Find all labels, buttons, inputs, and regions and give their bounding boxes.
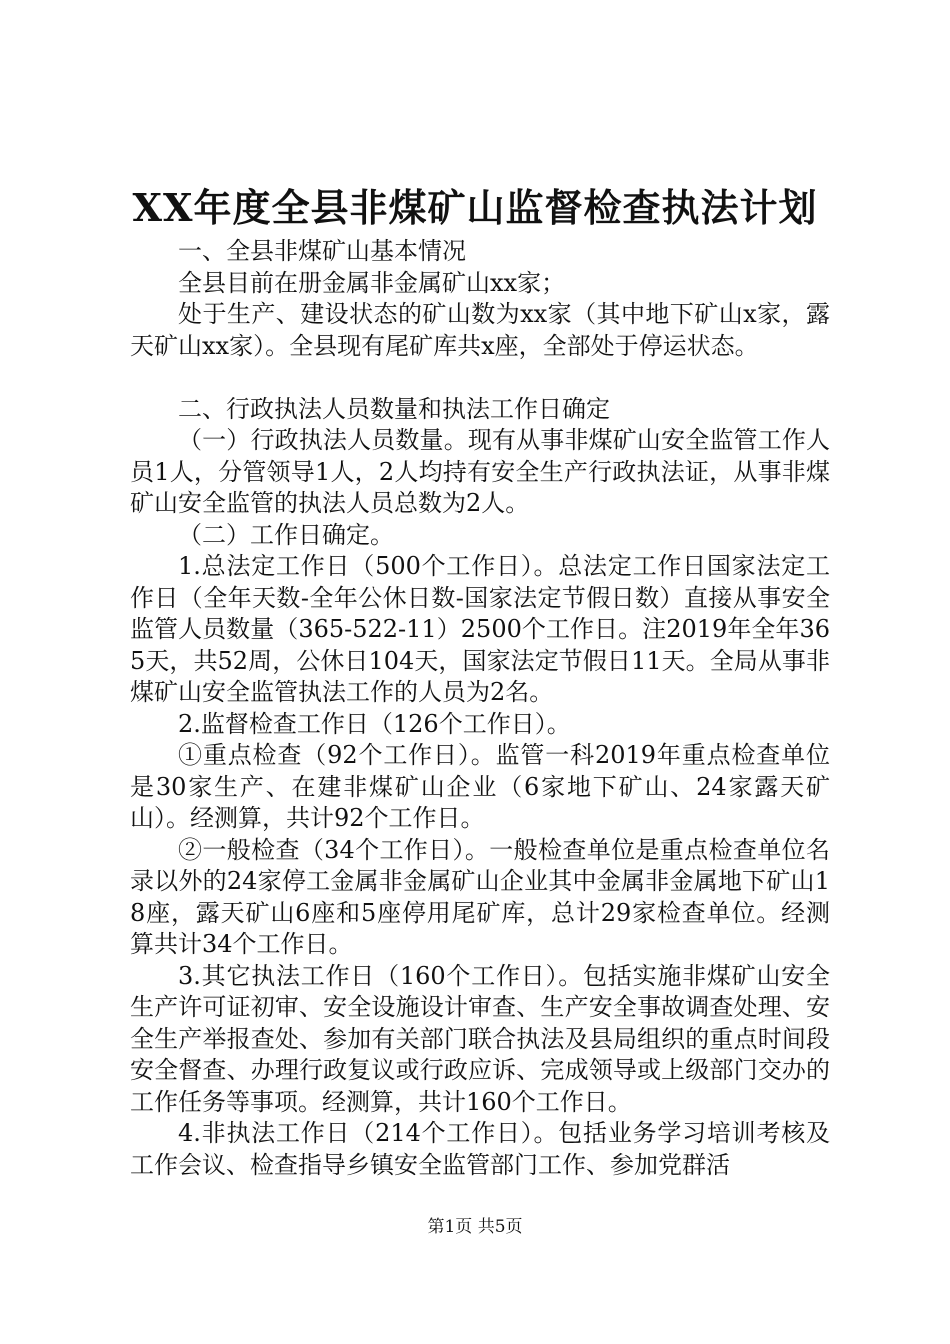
document-title: XX年度全县非煤矿山监督检查执法计划 — [132, 185, 818, 230]
paragraph-other-enforcement: 3.其它执法工作日（160个工作日）。包括实施非煤矿山安全生产许可证初审、安全设施设计审查、生产安全事故调查处理、安全生产举报查处、参加有关部门联合执法及县局组织的重点时间段安全督查、办理行政复议或行政应诉、完成领导或上级部门交办的工作任务等事项。经测算，共计160个工作日。 — [130, 961, 830, 1116]
paragraph-general-inspection: ②一般检查（34个工作日）。一般检查单位是重点检查单位名录以外的24家停工金属非金属矿山企业其中金属非金属地下矿山18座，露天矿山6座和5座停用尾矿库，总计29家检查单位。经测算共计34个工作日。 — [130, 835, 830, 958]
document-body — [130, 236, 830, 1181]
paragraph-registered-mines: 全县目前在册金属非金属矿山xx家； — [178, 268, 566, 297]
section-heading-enforcement: 二、行政执法人员数量和执法工作日确定 — [178, 394, 610, 423]
blank-line — [130, 362, 830, 394]
paragraph-key-inspection: ①重点检查（92个工作日）。监管一科2019年重点检查单位是30家生产、在建非煤矿山企业（6家地下矿山、24家露天矿山）。经测算，共计92个工作日。 — [130, 741, 830, 832]
paragraph-non-enforcement: 4.非执法工作日（214个工作日）。包括业务学习培训考核及工作会议、检查指导乡镇安全监管部门工作、参加党群活 — [130, 1119, 830, 1179]
section-heading-basic-info: 一、全县非煤矿山基本情况 — [178, 237, 466, 265]
paragraph-total-workdays: 1.总法定工作日（500个工作日）。总法定工作日国家法定工作日（全年天数-全年公休日数-国家法定节假日数）直接从事安全监管人员数量（365-522-11）2500个工作日。注2019年全年365天，共52周，公休日104天，国家法定节假日11天。全局从事非煤矿山安全监管执法工作的人员为2名。 — [130, 552, 830, 706]
paragraph-staff-count: （一）行政执法人员数量。现有从事非煤矿山安全监管工作人员1人，分管领导1人，2人均持有安全生产行政执法证，从事非煤矿山安全监管的执法人员总数为2人。 — [130, 426, 830, 517]
paragraph-workday-heading: （二）工作日确定。 — [178, 520, 394, 549]
paragraph-mine-status: 处于生产、建设状态的矿山数为xx家（其中地下矿山x家，露天矿山xx家）。全县现有尾矿库共x座，全部处于停运状态。 — [130, 300, 830, 360]
paragraph-inspection-workdays: 2.监督检查工作日（126个工作日）。 — [178, 709, 571, 738]
page-footer: 第1页 共5页 — [427, 1217, 523, 1237]
